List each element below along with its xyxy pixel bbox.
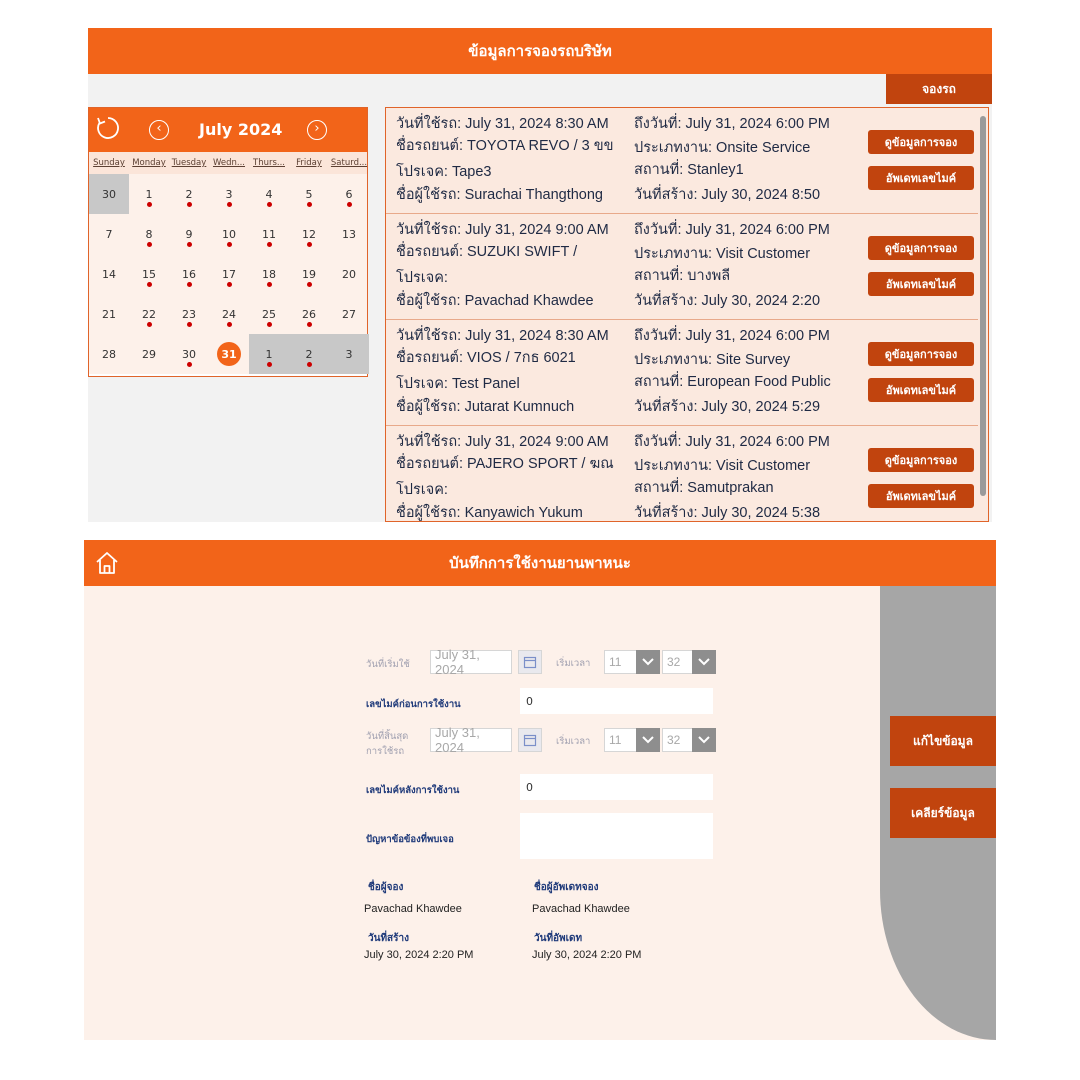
- calendar-day[interactable]: [209, 174, 249, 214]
- calendar-day-number: 1: [265, 347, 273, 361]
- event-dot-icon: [307, 242, 312, 247]
- event-dot-icon: [147, 282, 152, 287]
- calendar-day[interactable]: [329, 294, 369, 334]
- calendar-day[interactable]: [169, 214, 209, 254]
- created-label: วันที่สร้าง: [368, 933, 410, 944]
- calendar-day-number: 22: [142, 307, 156, 321]
- event-dot-icon: [267, 242, 272, 247]
- home-icon[interactable]: [94, 550, 120, 576]
- calendar-day-number: 7: [105, 227, 113, 241]
- booking-car: ชื่อรถยนต์: TOYOTA REVO / 3 ขข: [396, 138, 614, 154]
- updated-label: วันที่อัพเดท: [534, 933, 583, 944]
- event-dot-icon: [227, 282, 232, 287]
- calendar-day-name: Sunday: [93, 158, 125, 168]
- event-dot-icon: [267, 362, 272, 367]
- calendar-day[interactable]: [89, 214, 129, 254]
- booking-user: ชื่อผู้ใช้รถ: Pavachad Khawdee: [396, 293, 594, 309]
- update-mileage-button[interactable]: อัพเดทเลขไมค์: [868, 272, 974, 296]
- start-date-label: วันที่เริ่มใช้: [366, 659, 410, 670]
- booking-use-date: วันที่ใช้รถ: July 31, 2024 8:30 AM: [396, 328, 609, 344]
- calendar-day[interactable]: [89, 294, 129, 334]
- start-time-label: เริ่มเวลา: [556, 658, 591, 669]
- booking-work-type: ประเภทงาน: Onsite Service: [634, 140, 811, 156]
- event-dot-icon: [187, 282, 192, 287]
- booking-use-date: วันที่ใช้รถ: July 31, 2024 9:00 AM: [396, 434, 609, 450]
- event-dot-icon: [307, 322, 312, 327]
- book-car-button[interactable]: จองรถ: [886, 74, 992, 104]
- created-value: July 30, 2024 2:20 PM: [364, 949, 474, 961]
- event-dot-icon: [347, 202, 352, 207]
- calendar-day-number: 19: [302, 267, 316, 281]
- booking-created: วันที่สร้าง: July 30, 2024 8:50: [634, 187, 821, 203]
- problem-textarea[interactable]: [520, 813, 713, 859]
- calendar-day[interactable]: [89, 174, 129, 214]
- calendar-day-number: 1: [145, 187, 153, 201]
- booking-title: ข้อมูลการจองรถบริษัท: [468, 42, 612, 60]
- calendar-day[interactable]: [249, 254, 289, 294]
- usage-title: บันทึกการใช้งานยานพาหนะ: [449, 554, 631, 572]
- calendar-day[interactable]: [169, 294, 209, 334]
- calendar-day-number: 9: [185, 227, 193, 241]
- calendar-day-number: 13: [342, 227, 356, 241]
- booking-list[interactable]: [385, 107, 989, 522]
- calendar-day-name: Wedn...: [212, 158, 246, 168]
- calendar-day-number: 6: [345, 187, 353, 201]
- booking-work-type: ประเภทงาน: Visit Customer: [634, 458, 811, 474]
- calendar-day-number: 18: [262, 267, 276, 281]
- calendar-day-name: Friday: [296, 158, 322, 168]
- booking-car: ชื่อรถยนต์: SUZUKI SWIFT /: [396, 244, 578, 260]
- calendar-day[interactable]: [129, 294, 169, 334]
- booking-place: สถานที่: European Food Public: [634, 374, 831, 390]
- chevron-down-icon[interactable]: [636, 728, 660, 752]
- calendar-day-number: 28: [102, 347, 116, 361]
- calendar-day[interactable]: [249, 214, 289, 254]
- edit-data-button[interactable]: แก้ไขข้อมูล: [890, 716, 996, 766]
- booking-place: สถานที่: Stanley1: [634, 162, 744, 178]
- update-mileage-button[interactable]: อัพเดทเลขไมค์: [868, 378, 974, 402]
- start-hour-select[interactable]: 11: [604, 650, 638, 674]
- calendar-day-number: 31: [217, 342, 241, 366]
- end-date-label: วันที่สิ้นสุด: [366, 731, 409, 742]
- event-dot-icon: [267, 322, 272, 327]
- calendar-day[interactable]: [89, 254, 129, 294]
- mileage-after-label: เลขไมค์หลังการใช้งาน: [366, 785, 460, 796]
- calendar-icon[interactable]: [518, 650, 542, 674]
- calendar-day-names: [89, 152, 367, 174]
- calendar-day-number: 4: [265, 187, 273, 201]
- calendar-day-number: 21: [102, 307, 116, 321]
- calendar-day[interactable]: [329, 254, 369, 294]
- calendar-day-number: 3: [225, 187, 233, 201]
- booking-created: วันที่สร้าง: July 30, 2024 5:38: [634, 505, 821, 521]
- booker-value: Pavachad Khawdee: [364, 903, 462, 915]
- prev-month-icon[interactable]: ‹: [149, 120, 169, 140]
- calendar-day-number: 17: [222, 267, 236, 281]
- calendar-day[interactable]: [249, 174, 289, 214]
- event-dot-icon: [227, 202, 232, 207]
- view-booking-button[interactable]: ดูข้อมูลการจอง: [868, 448, 974, 472]
- booking-car: ชื่อรถยนต์: VIOS / 7กธ 6021: [396, 350, 576, 366]
- booking-car: ชื่อรถยนต์: PAJERO SPORT / ฆณ: [396, 456, 614, 472]
- update-mileage-button[interactable]: อัพเดทเลขไมค์: [868, 484, 974, 508]
- next-month-icon[interactable]: ›: [307, 120, 327, 140]
- calendar-day[interactable]: [169, 174, 209, 214]
- event-dot-icon: [307, 282, 312, 287]
- event-dot-icon: [267, 202, 272, 207]
- booking-user: ชื่อผู้ใช้รถ: Surachai Thangthong: [396, 187, 603, 203]
- calendar-day-number: 8: [145, 227, 153, 241]
- calendar-day-number: 12: [302, 227, 316, 241]
- calendar-day-number: 5: [305, 187, 313, 201]
- event-dot-icon: [187, 242, 192, 247]
- booking-use-date: วันที่ใช้รถ: July 31, 2024 9:00 AM: [396, 222, 609, 238]
- calendar-day[interactable]: [329, 334, 369, 374]
- calendar-day[interactable]: [209, 254, 249, 294]
- booking-place: สถานที่: Samutprakan: [634, 480, 774, 496]
- booking-card[interactable]: [386, 214, 978, 320]
- calendar-day[interactable]: [329, 214, 369, 254]
- calendar-day-number: 24: [222, 307, 236, 321]
- end-hour-select[interactable]: 11: [604, 728, 638, 752]
- calendar-day[interactable]: [289, 254, 329, 294]
- calendar-day-number: 3: [345, 347, 353, 361]
- calendar-day[interactable]: [289, 334, 329, 374]
- calendar-day-number: 10: [222, 227, 236, 241]
- calendar-day-number: 14: [102, 267, 116, 281]
- start-minute-select[interactable]: 32: [662, 650, 696, 674]
- view-booking-button[interactable]: ดูข้อมูลการจอง: [868, 236, 974, 260]
- calendar: [88, 107, 368, 377]
- event-dot-icon: [187, 202, 192, 207]
- chevron-down-icon[interactable]: [692, 728, 716, 752]
- booking-user: ชื่อผู้ใช้รถ: Kanyawich Yukum: [396, 505, 583, 521]
- end-date-label-2: การใช้รถ: [366, 746, 405, 757]
- calendar-day-number: 30: [182, 347, 196, 361]
- booking-project: โปรเจค: Tape3: [396, 164, 492, 180]
- booking-project: โปรเจค:: [396, 482, 448, 498]
- calendar-day-number: 2: [185, 187, 193, 201]
- calendar-icon[interactable]: [518, 728, 542, 752]
- calendar-day-number: 29: [142, 347, 156, 361]
- booker-label: ชื่อผู้จอง: [368, 882, 404, 893]
- calendar-day-number: 11: [262, 227, 276, 241]
- calendar-day-name: Monday: [132, 158, 166, 168]
- booking-card[interactable]: [386, 426, 978, 522]
- calendar-day-number: 23: [182, 307, 196, 321]
- calendar-day[interactable]: [89, 334, 129, 374]
- calendar-day[interactable]: [169, 254, 209, 294]
- view-booking-button[interactable]: ดูข้อมูลการจอง: [868, 130, 974, 154]
- booking-place: สถานที่: บางพลี: [634, 268, 731, 284]
- booking-user: ชื่อผู้ใช้รถ: Jutarat Kumnuch: [396, 399, 575, 415]
- usage-header: [84, 540, 996, 586]
- calendar-day-name: Saturd...: [330, 158, 368, 168]
- chevron-down-icon[interactable]: [692, 650, 716, 674]
- event-dot-icon: [307, 362, 312, 367]
- event-dot-icon: [307, 202, 312, 207]
- end-date-input[interactable]: July 31, 2024: [430, 728, 512, 752]
- booking-to-date: ถึงวันที่: July 31, 2024 6:00 PM: [634, 222, 830, 238]
- updated-value: July 30, 2024 2:20 PM: [532, 949, 642, 961]
- toolbar: [88, 74, 992, 104]
- booking-header: [88, 28, 992, 74]
- calendar-day[interactable]: [209, 294, 249, 334]
- booking-work-type: ประเภทงาน: Visit Customer: [634, 246, 811, 262]
- updater-value: Pavachad Khawdee: [532, 903, 630, 915]
- chevron-down-icon[interactable]: [636, 650, 660, 674]
- calendar-day-number: 15: [142, 267, 156, 281]
- booking-created: วันที่สร้าง: July 30, 2024 5:29: [634, 399, 821, 415]
- calendar-day-number: 30: [102, 187, 116, 201]
- start-date-input[interactable]: July 31, 2024: [430, 650, 512, 674]
- refresh-icon[interactable]: [95, 115, 121, 147]
- calendar-day[interactable]: [249, 294, 289, 334]
- calendar-day-name: Tuesday: [171, 158, 207, 168]
- calendar-month-label: July 2024: [199, 120, 283, 139]
- calendar-day[interactable]: [289, 294, 329, 334]
- event-dot-icon: [147, 242, 152, 247]
- calendar-day-number: 25: [262, 307, 276, 321]
- mileage-before-label: เลขไมค์ก่อนการใช้งาน: [366, 699, 461, 710]
- event-dot-icon: [227, 322, 232, 327]
- booking-to-date: ถึงวันที่: July 31, 2024 6:00 PM: [634, 116, 830, 132]
- usage-screen: [84, 540, 996, 1040]
- calendar-day-name: Thurs...: [253, 158, 285, 168]
- booking-card[interactable]: [386, 108, 978, 214]
- calendar-day[interactable]: [289, 174, 329, 214]
- end-minute-select[interactable]: 32: [662, 728, 696, 752]
- update-mileage-button[interactable]: อัพเดทเลขไมค์: [868, 166, 974, 190]
- booking-use-date: วันที่ใช้รถ: July 31, 2024 8:30 AM: [396, 116, 609, 132]
- booking-project: โปรเจค: Test Panel: [396, 376, 520, 392]
- event-dot-icon: [187, 362, 192, 367]
- event-dot-icon: [267, 282, 272, 287]
- calendar-day[interactable]: [169, 334, 209, 374]
- end-time-label: เริ่มเวลา: [556, 736, 591, 747]
- problem-label: ปัญหาข้อข้องที่พบเจอ: [366, 834, 454, 845]
- calendar-day-number: 26: [302, 307, 316, 321]
- calendar-day[interactable]: [129, 214, 169, 254]
- booking-screen: [88, 28, 992, 522]
- calendar-day[interactable]: [209, 214, 249, 254]
- booking-work-type: ประเภทงาน: Site Survey: [634, 352, 791, 368]
- booking-created: วันที่สร้าง: July 30, 2024 2:20: [634, 293, 821, 309]
- calendar-day-number: 2: [305, 347, 313, 361]
- calendar-grid: [89, 174, 367, 374]
- booking-card[interactable]: [386, 320, 978, 426]
- calendar-header: [89, 108, 367, 152]
- event-dot-icon: [147, 322, 152, 327]
- event-dot-icon: [187, 322, 192, 327]
- calendar-day[interactable]: [249, 334, 289, 374]
- mileage-after-input[interactable]: 0: [520, 774, 713, 800]
- event-dot-icon: [227, 242, 232, 247]
- booking-to-date: ถึงวันที่: July 31, 2024 6:00 PM: [634, 328, 830, 344]
- calendar-day-number: 27: [342, 307, 356, 321]
- calendar-day[interactable]: [329, 174, 369, 214]
- calendar-day[interactable]: [289, 214, 329, 254]
- calendar-day-number: 20: [342, 267, 356, 281]
- calendar-day[interactable]: [129, 174, 169, 214]
- calendar-day-selected[interactable]: [209, 334, 249, 374]
- calendar-day[interactable]: [129, 254, 169, 294]
- booking-to-date: ถึงวันที่: July 31, 2024 6:00 PM: [634, 434, 830, 450]
- booking-project: โปรเจค:: [396, 270, 448, 286]
- mileage-before-input[interactable]: 0: [520, 688, 713, 714]
- event-dot-icon: [147, 202, 152, 207]
- updater-label: ชื่อผู้อัพเดทจอง: [534, 882, 599, 893]
- calendar-day-number: 16: [182, 267, 196, 281]
- view-booking-button[interactable]: ดูข้อมูลการจอง: [868, 342, 974, 366]
- booking-list-scrollbar[interactable]: [980, 116, 986, 496]
- calendar-day[interactable]: [129, 334, 169, 374]
- clear-data-button[interactable]: เคลียร์ข้อมูล: [890, 788, 996, 838]
